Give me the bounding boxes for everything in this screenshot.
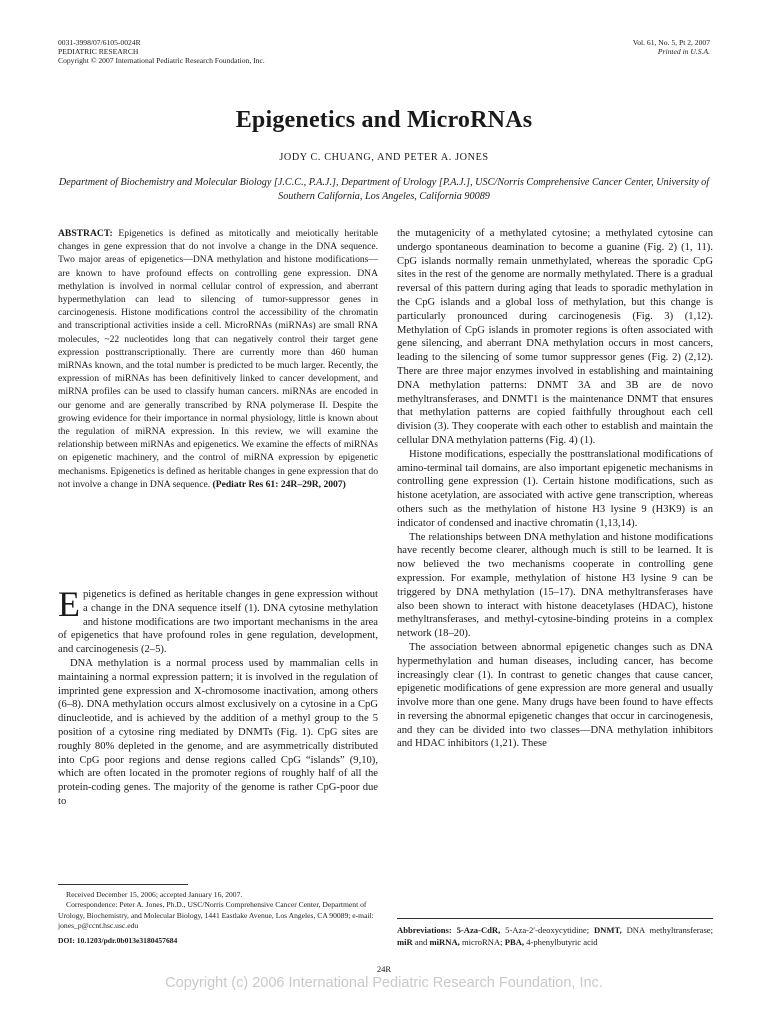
correspondence: Correspondence: Peter A. Jones, Ph.D., USC/Norris Comprehensive Cancer Center, Department of Urology, Biochemistry, and Molecular Biology, 1441 Eastlake Avenue, Los Angeles, CA 90089; e-mail: jones_p@ccnt.hsc.usc.edu — [58, 900, 374, 931]
copyright-watermark: Copyright (c) 2006 International Pediatric Research Foundation, Inc. — [165, 975, 603, 991]
journal-name: PEDIATRIC RESEARCH — [58, 47, 139, 56]
received-date: Received December 15, 2006; accepted January 16, 2007. — [66, 890, 243, 899]
abbreviations: Abbreviations: 5-Aza-CdR, 5-Aza-2′-deoxycytidine; DNMT, DNA methyltransferase; miR and miRNA, microRNA; PBA, 4-phenylbutyric acid — [397, 925, 714, 947]
author-list: JODY C. CHUANG, AND PETER A. JONES — [279, 152, 489, 163]
abbreviations-divider — [397, 918, 713, 919]
abstract — [58, 227, 378, 491]
paragraph: the mutagenicity of a methylated cytosine; a methylated cytosine can undergo spontaneous deamination to become a guanine (Fig. 2) (1, 11). CpG islands normally remain unmethylated, whereas the sporadic CpG sites in the rest of the genome are normally methylated. There is a gradual reversal of this pattern during aging that leads to sporadic methylation in the CpG islands and a global loss of methylation, but this change is particularly pronounced during carcinogenesis (Fig. 3) (1,12). Methylation of CpG islands in promoter regions is often associated with gene silencing, and aberrant DNA methylation occurs in most cancers, leading to the silencing of some tumor suppressor genes (Fig. 2) (2,12). There are three major enzymes involved in establishing and maintaining DNA methylation patterns: DNMT 3A and 3B are de novo methyltransferases, and DNMT1 is the maintenance DNMT that ensures that methylation patterns are copied faithfully throughout each cell division (3). They cooperate with each other to establish and maintain the cellular DNA methylation patterns (Fig. 4) (1). — [397, 228, 713, 446]
volume-info: Vol. 61, No. 5, Pt 2, 2007 — [632, 38, 710, 47]
abstract-label: ABSTRACT: — [58, 228, 113, 239]
footnote — [58, 890, 378, 946]
paragraph: Epigenetics is defined as heritable changes in gene expression without a change in the DNA sequence itself (1). DNA cytosine methylation and histone modifications are two important mechanisms in the area of epigenetics that have profound roles in gene regulation, development, and carcinogenesis (2–5). — [58, 584, 378, 656]
paragraph: DNA methylation is a normal process used by mammalian cells in maintaining a normal expression pattern; it is involved in the regulation of imprinted gene expression and X-chromosome inactivation, among others (6–8). DNA methylation occurs almost exclusively on a cytosine in a CpG dinucleotide, and is achieved by the addition of a methyl group to the 5 position of a cytosine ring mediated by DNMTs (Fig. 1). CpG sites are roughly 80% depleted in the genome, and are asymmetrically distributed into CpG poor regions and dense regions called CpG “islands” (9,10), which are often located in the promoter regions of roughly half of all the protein-coding genes. The majority of the genome is rather CpG-poor due to — [58, 657, 378, 807]
printed-in: Printed in U.S.A. — [657, 47, 710, 56]
body-column-right — [397, 227, 713, 751]
affiliation: Department of Biochemistry and Molecular Biology [J.C.C., P.A.J.], Department of Urology [P.A.J.], USC/Norris Comprehensive Cancer Center, University of Southern California, Los Angeles, California 90089 — [58, 177, 710, 202]
drop-cap: E — [58, 584, 80, 624]
abstract-text: Epigenetics is defined as mitotically and meiotically heritable changes in gene expression that do not involve a change in the DNA sequence. Two major areas of epigenetics—DNA methylation and histone modifications—are known to have profound effects on controlling gene expression. DNA methylation is involved in normal cellular control of expression, and aberrant hypermethylation can lead to silencing of tumor-suppressor genes in carcinogenesis. Histone modifications control the accessibility of the chromatin and transcriptional activities inside a cell. MicroRNAs (miRNAs) are small RNA molecules, ~22 nucleotides long that can negatively control their target gene expression posttranscriptionally. There are currently more than 460 human miRNAs known, and the total number is predicted to be much larger. Recently, the expression of miRNAs has been definitively linked to cancer development, and miRNA profiles can be used to classify human cancers. miRNAs are encoded in our genome and are generally transcribed by RNA polymerase II. Despite the growing evidence for their importance in normal physiology, little is known about the regulation of miRNA expression. In this review, we will examine the relationship between miRNAs and epigenetics. We examine the effects of miRNAs on epigenetic machinery, and the control of miRNA expression by epigenetic mechanisms. Epigenetics is defined as heritable changes in gene expression that do not involve a change in DNA sequence. — [58, 228, 378, 490]
paragraph: Histone modifications, especially the posttranslational modifications of amino-terminal tail domains, are also important epigenetic mechanisms in controlling gene expression (1). Certain histone modifications, such as histone acetylation, are associated with active gene transcription, whereas others such as the methylation of histone H3 lysine 9 (H3K9) is an indicator of condensed and inactive chromatin (1,13,14). — [397, 448, 713, 529]
doi-link: DOI: 10.1203/pdr.0b013e3180457684 — [58, 935, 178, 945]
paragraph: The relationships between DNA methylation and histone modifications have recently become clearer, although much is still to be learned. It is now believed the two mechanisms cooperate in controlling gene expression. For example, methylation of histone H3 lysine 9 can be triggered by DNA methylation (15–17). DNA methyltransferases have also been shown to interact with histone deacetylases (HDAC), histone methyltransferases, and methyl-cytosine-binding proteins in a complex network (18–20). — [397, 531, 713, 640]
abbreviations-label: Abbreviations: — [397, 925, 452, 935]
journal-header-left — [58, 38, 265, 65]
journal-header-right — [633, 38, 710, 56]
body-column-left — [58, 584, 378, 809]
article-title: Epigenetics and MicroRNAs — [235, 107, 533, 133]
page-number: 24R — [376, 964, 392, 974]
footnote-divider — [58, 884, 188, 885]
copyright-line: Copyright © 2007 International Pediatric Research Foundation, Inc. — [58, 56, 265, 65]
abstract-citation: (Pediatr Res 61: 24R–29R, 2007) — [212, 478, 346, 490]
paragraph: The association between abnormal epigenetic changes such as DNA hypermethylation and human diseases, including cancer, has become increasingly clear (1). In contrast to genetic changes that cause cancer, epigenetic modifications of gene expression are more general and usually involve more than one gene. Many drugs have been found to have effects in reversing the abnormal epigenetic changes that occur in carcinogenesis, and they can be divided into two classes—DNA methylation inhibitors and HDAC inhibitors (1,21). These — [397, 641, 713, 750]
doi-code: 0031-3998/07/6105-0024R — [58, 38, 141, 47]
